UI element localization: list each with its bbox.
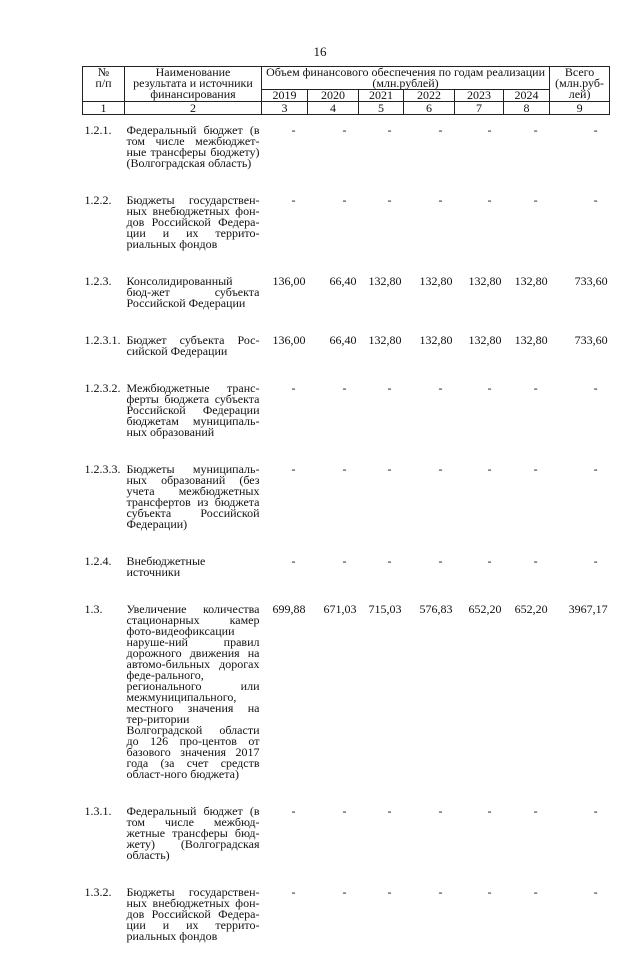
row-value <box>262 450 308 542</box>
value-text: 132,80 <box>469 274 502 288</box>
row-name: Межбюджетные транс-ферты бюджета субъекта Российской Федерации бюджетам муниципаль-ных образований <box>125 369 262 450</box>
row-value <box>308 873 359 954</box>
row-value <box>262 262 308 321</box>
row-name: Консолидированный бюд-жет субъекта Российской Федерации <box>125 262 262 321</box>
row-value <box>308 262 359 321</box>
page-number: 16 <box>0 44 640 60</box>
row-value <box>359 450 404 542</box>
column-index: 9 <box>550 102 610 115</box>
row-value <box>308 321 359 369</box>
row-value <box>404 321 455 369</box>
value-text: - <box>343 804 357 818</box>
row-number: 1.3.2. <box>83 873 125 954</box>
column-index-row <box>83 102 610 115</box>
header-funding: Объем финансового обеспечения по годам реализации (млн.рублей) <box>262 67 550 90</box>
value-text: - <box>439 381 453 395</box>
value-text: 132,80 <box>515 274 548 288</box>
header-year: 2021 <box>359 90 404 102</box>
row-total <box>550 262 610 321</box>
row-name: Федеральный бюджет (в том числе межбюд-жетные трансферы бюд-жету) (Волгоградская область) <box>125 792 262 873</box>
row-name: Федеральный бюджет (в том числе межбюджет-ные трансферы бюджету) (Волгоградская область) <box>125 115 262 182</box>
row-name: Бюджеты государствен-ных внебюджетных фон-дов Российской Федера-ции и их террито-риальных фондов <box>125 181 262 262</box>
row-value <box>262 542 308 590</box>
row-value <box>359 262 404 321</box>
total-text: 733,60 <box>575 274 608 288</box>
row-name: Бюджеты муниципаль-ных образований (без учета межбюджетных трансфертов из бюджета субъекта Российской Федерации) <box>125 450 262 542</box>
value-text: 66,40 <box>330 333 357 347</box>
value-text: - <box>534 885 548 899</box>
value-text: - <box>388 462 402 476</box>
value-text: - <box>488 123 502 137</box>
row-value <box>359 115 404 182</box>
table-row <box>83 873 610 954</box>
row-value <box>308 450 359 542</box>
value-text: - <box>439 193 453 207</box>
row-value <box>359 181 404 262</box>
row-value <box>455 873 504 954</box>
row-value <box>308 181 359 262</box>
row-value <box>504 115 550 182</box>
row-value <box>504 181 550 262</box>
total-text: - <box>594 885 608 899</box>
column-index: 7 <box>455 102 504 115</box>
table-row <box>83 115 610 182</box>
total-text: - <box>594 804 608 818</box>
value-text: - <box>488 804 502 818</box>
row-value <box>504 262 550 321</box>
value-text: - <box>534 554 548 568</box>
header-year: 2023 <box>455 90 504 102</box>
row-total <box>550 542 610 590</box>
value-text: - <box>388 123 402 137</box>
table-row <box>83 369 610 450</box>
row-value <box>359 542 404 590</box>
value-text: - <box>534 462 548 476</box>
row-value <box>455 369 504 450</box>
row-value <box>262 321 308 369</box>
header-total: Всего (млн.руб- лей) <box>550 67 610 102</box>
value-text: - <box>292 462 306 476</box>
value-text: - <box>343 193 357 207</box>
value-text: 715,03 <box>369 602 402 616</box>
value-text: 132,80 <box>420 274 453 288</box>
row-value <box>455 590 504 792</box>
column-index: 8 <box>504 102 550 115</box>
table-row <box>83 181 610 262</box>
value-text: - <box>343 885 357 899</box>
row-value <box>262 873 308 954</box>
value-text: - <box>488 193 502 207</box>
table-body <box>83 115 610 954</box>
row-name: Бюджеты государствен-ных внебюджетных фон-дов Российской Федера-ции и их террито-риальных фондов <box>125 873 262 954</box>
row-value <box>504 321 550 369</box>
column-index: 4 <box>308 102 359 115</box>
row-value <box>504 873 550 954</box>
value-text: - <box>388 193 402 207</box>
value-text: - <box>534 123 548 137</box>
value-text: - <box>439 885 453 899</box>
value-text: - <box>439 123 453 137</box>
row-value <box>404 369 455 450</box>
row-value <box>359 369 404 450</box>
row-number: 1.3.1. <box>83 792 125 873</box>
value-text: - <box>292 123 306 137</box>
row-value <box>359 792 404 873</box>
value-text: 132,80 <box>515 333 548 347</box>
row-total <box>550 321 610 369</box>
table-header <box>83 67 610 115</box>
row-number: 1.2.3.2. <box>83 369 125 450</box>
row-total <box>550 115 610 182</box>
table-row <box>83 792 610 873</box>
row-value <box>455 542 504 590</box>
value-text: - <box>343 381 357 395</box>
value-text: - <box>488 885 502 899</box>
row-value <box>262 181 308 262</box>
table-row <box>83 262 610 321</box>
value-text: - <box>388 554 402 568</box>
value-text: - <box>439 554 453 568</box>
row-name: Бюджет субъекта Рос-сийской Федерации <box>125 321 262 369</box>
value-text: 66,40 <box>330 274 357 288</box>
row-value <box>308 792 359 873</box>
value-text: 132,80 <box>369 274 402 288</box>
row-value <box>359 873 404 954</box>
value-text: - <box>292 885 306 899</box>
value-text: - <box>388 381 402 395</box>
row-value <box>404 450 455 542</box>
value-text: 576,83 <box>420 602 453 616</box>
row-total <box>550 590 610 792</box>
row-number: 1.3. <box>83 590 125 792</box>
row-name: Увеличение количества стационарных камер фото-видеофиксации наруше-ний правил дорожного движения на автомо-бильных дорогах феде-рального, регионального или межмуниципального, местного значения на тер-ритории Волгоградской области до 126 про-центов от базового значения 2017 года (за счет средств област-ного бюджета) <box>125 590 262 792</box>
header-year: 2024 <box>504 90 550 102</box>
table-row <box>83 542 610 590</box>
header-name: Наименование результата и источники финансирования <box>125 67 262 102</box>
column-index: 2 <box>125 102 262 115</box>
value-text: 136,00 <box>273 274 306 288</box>
table-row <box>83 590 610 792</box>
value-text: - <box>292 804 306 818</box>
row-value <box>262 369 308 450</box>
value-text: - <box>343 123 357 137</box>
row-number: 1.2.3.1. <box>83 321 125 369</box>
row-number: 1.2.3. <box>83 262 125 321</box>
total-text: - <box>594 193 608 207</box>
total-text: - <box>594 381 608 395</box>
total-text: - <box>594 554 608 568</box>
row-value <box>308 369 359 450</box>
row-value <box>504 542 550 590</box>
row-total <box>550 450 610 542</box>
row-value <box>455 262 504 321</box>
row-value <box>308 590 359 792</box>
column-index: 5 <box>359 102 404 115</box>
value-text: - <box>343 554 357 568</box>
row-number: 1.2.1. <box>83 115 125 182</box>
value-text: 136,00 <box>273 333 306 347</box>
value-text: - <box>534 193 548 207</box>
value-text: - <box>488 381 502 395</box>
total-text: 3967,17 <box>569 602 608 616</box>
value-text: - <box>534 381 548 395</box>
value-text: - <box>534 804 548 818</box>
value-text: - <box>388 804 402 818</box>
row-value <box>504 792 550 873</box>
row-value <box>262 792 308 873</box>
row-value <box>404 542 455 590</box>
value-text: - <box>488 554 502 568</box>
header-year: 2019 <box>262 90 308 102</box>
row-number: 1.2.3.3. <box>83 450 125 542</box>
row-value <box>455 321 504 369</box>
row-value <box>262 115 308 182</box>
value-text: - <box>388 885 402 899</box>
value-text: - <box>488 462 502 476</box>
row-total <box>550 181 610 262</box>
value-text: 132,80 <box>469 333 502 347</box>
row-value <box>404 873 455 954</box>
row-value <box>455 450 504 542</box>
row-value <box>455 115 504 182</box>
total-text: - <box>594 462 608 476</box>
header-year: 2020 <box>308 90 359 102</box>
value-text: - <box>439 804 453 818</box>
row-value <box>308 115 359 182</box>
header-num: № п/п <box>83 67 125 102</box>
column-index: 6 <box>404 102 455 115</box>
row-value <box>455 792 504 873</box>
row-value <box>455 181 504 262</box>
row-total <box>550 792 610 873</box>
value-text: 132,80 <box>420 333 453 347</box>
value-text: - <box>343 462 357 476</box>
total-text: - <box>594 123 608 137</box>
row-value <box>262 590 308 792</box>
table-row <box>83 321 610 369</box>
row-value <box>504 369 550 450</box>
row-value <box>504 450 550 542</box>
value-text: 652,20 <box>515 602 548 616</box>
row-value <box>308 542 359 590</box>
value-text: 652,20 <box>469 602 502 616</box>
value-text: - <box>439 462 453 476</box>
row-value <box>404 590 455 792</box>
row-number: 1.2.2. <box>83 181 125 262</box>
column-index: 3 <box>262 102 308 115</box>
table-row <box>83 450 610 542</box>
row-number: 1.2.4. <box>83 542 125 590</box>
value-text: 699,88 <box>273 602 306 616</box>
value-text: 132,80 <box>369 333 402 347</box>
row-value <box>404 792 455 873</box>
row-name: Внебюджетные источники <box>125 542 262 590</box>
value-text: - <box>292 381 306 395</box>
value-text: - <box>292 193 306 207</box>
row-total <box>550 873 610 954</box>
value-text: - <box>292 554 306 568</box>
row-value <box>359 590 404 792</box>
header-year: 2022 <box>404 90 455 102</box>
row-total <box>550 369 610 450</box>
value-text: 671,03 <box>324 602 357 616</box>
row-value <box>404 262 455 321</box>
row-value <box>504 590 550 792</box>
row-value <box>404 181 455 262</box>
row-value <box>404 115 455 182</box>
financing-table <box>82 66 610 954</box>
column-index: 1 <box>83 102 125 115</box>
row-value <box>359 321 404 369</box>
total-text: 733,60 <box>575 333 608 347</box>
